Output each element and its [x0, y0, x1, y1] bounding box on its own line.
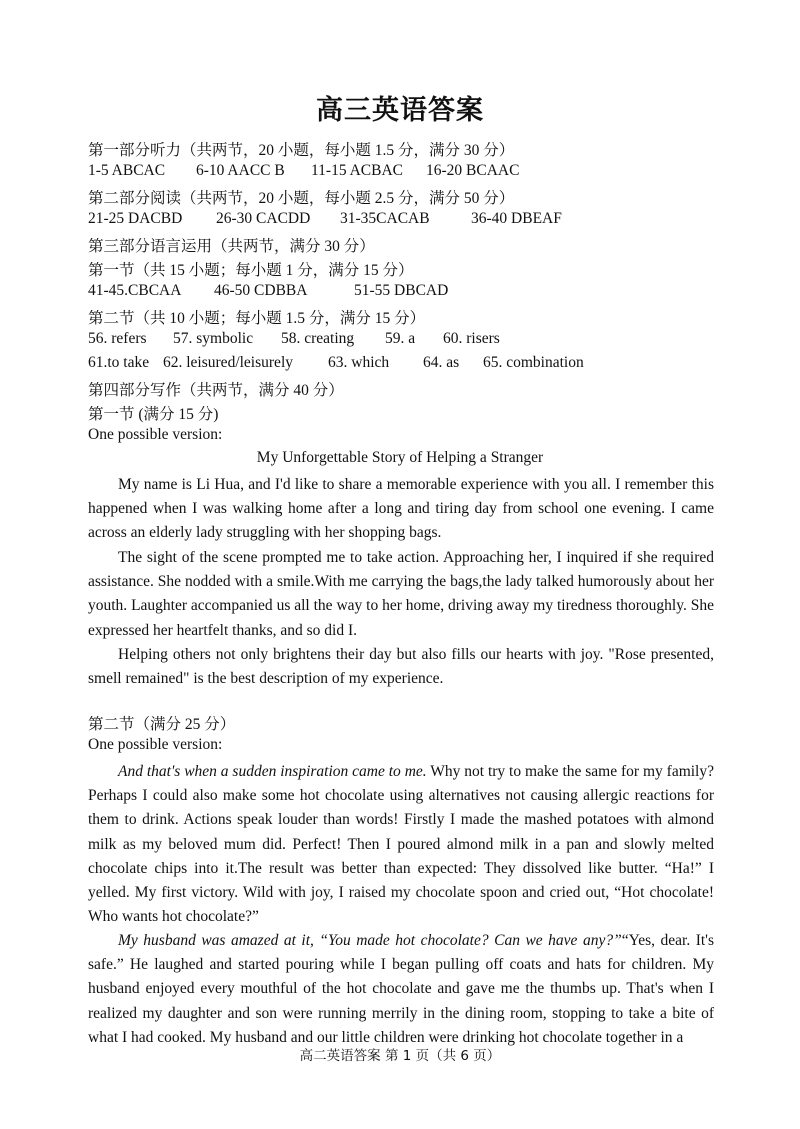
page-footer: 高二英语答案 第 1 页（共 6 页）: [299, 1048, 501, 1064]
answer-group: 31-35CACAB: [340, 210, 430, 227]
continuation-paragraph: [88, 929, 714, 1050]
answer-item: 59. a: [385, 330, 416, 347]
version-label: One possible version:: [88, 426, 223, 443]
answer-group: 46-50 CDBBA: [214, 282, 308, 299]
part2-heading: 第二部分阅读（共两节，20 小题，每小题 2.5 分，满分 50 分）: [88, 190, 515, 207]
essay-paragraph: My name is Li Hua, and I'd like to share a memorable experience with you all. I remember this happened when I was walking home after a long and tiring day from school one evening. I came across an elderly lady struggling with her shopping bags.: [88, 476, 714, 542]
part3-section2-heading: 第二节（共 10 小题；每小题 1.5 分，满分 15 分）: [88, 310, 426, 327]
answer-group: 1-5 ABCAC: [88, 162, 166, 179]
answer-item: 60. risers: [443, 330, 500, 347]
answer-item: 65. combination: [483, 354, 584, 371]
paragraph-text: “Yes, dear. It's safe.” He laughed and started pouring while I began pulling off coats and hats for children. My husband enjoyed every mouthful of the hot chocolate and gave me the thumbs up. That's when I realized my daughter and son were running merrily in the dining room, stopping to take a bite of what I had cooked. My husband and our little children were drinking hot chocolate together in a: [88, 932, 715, 1046]
part3-section1-heading: 第一节（共 15 小题；每小题 1 分，满分 15 分）: [88, 262, 414, 279]
answer-item: 63. which: [328, 354, 390, 371]
answer-item: 58. creating: [281, 330, 355, 347]
part3-heading: 第三部分语言运用（共两节，满分 30 分）: [88, 238, 375, 255]
answer-item: 64. as: [423, 354, 460, 371]
answer-group: 21-25 DACBD: [88, 210, 183, 227]
answer-group: 51-55 DBCAD: [354, 282, 449, 299]
answer-group: 26-30 CACDD: [216, 210, 311, 227]
italic-lead: My husband was amazed at it, “You made hot chocolate? Can we have any?”: [118, 932, 622, 949]
italic-lead: And that's when a sudden inspiration came to me.: [118, 763, 427, 780]
answer-group: 36-40 DBEAF: [471, 210, 562, 227]
part4-section1-heading: 第一节 (满分 15 分): [88, 406, 219, 423]
essay-title: My Unforgettable Story of Helping a Stranger: [256, 449, 544, 466]
version-label: One possible version:: [88, 736, 223, 753]
continuation-paragraph: [88, 760, 714, 929]
answer-group: 41-45.CBCAA: [88, 282, 182, 299]
answer-item: 56. refers: [88, 330, 147, 347]
answer-item: 57. symbolic: [173, 330, 254, 347]
answer-item: 62. leisured/leisurely: [163, 354, 293, 371]
page-title: 高三英语答案: [316, 95, 484, 126]
essay-paragraph: Helping others not only brightens their day but also fills our hearts with joy. "Rose presented, smell remained" is the best description of my experience.: [88, 646, 714, 688]
answer-group: 6-10 AACC B: [196, 162, 285, 179]
part4-section2-heading: 第二节（满分 25 分）: [88, 716, 236, 733]
answer-group: 16-20 BCAAC: [426, 162, 520, 179]
paragraph-text: Why not try to make the same for my family? Perhaps I could also make some hot chocolate using alternatives not causing allergic reactions for them to drink. Actions speak louder than words! Firstly I made the mashed potatoes with almond milk as my beloved mum did. Perfect! Then I poured almond milk in a pan and slowly melted chocolate chips into it.The result was better than expected: They dissolved like butter. “Ha!” I yelled. My first victory. Wild with joy, I raised my chocolate spoon and cried out, “Hot chocolate! Who wants hot chocolate?”: [88, 763, 714, 926]
part4-heading: 第四部分写作（共两节，满分 40 分）: [88, 382, 344, 399]
answer-group: 11-15 ACBAC: [311, 162, 404, 179]
answer-item: 61.to take: [88, 354, 150, 371]
essay-paragraph: The sight of the scene prompted me to take action. Approaching her, I inquired if she required assistance. She nodded with a smile.With me carrying the bags,the lady talked humorously about her youth. Laughter accompanied us all the way to her home, driving away my tiredness thoroughly. She expressed her heartfelt thanks, and so did I.: [88, 549, 714, 639]
part1-heading: 第一部分听力（共两节，20 小题，每小题 1.5 分，满分 30 分）: [88, 142, 515, 159]
